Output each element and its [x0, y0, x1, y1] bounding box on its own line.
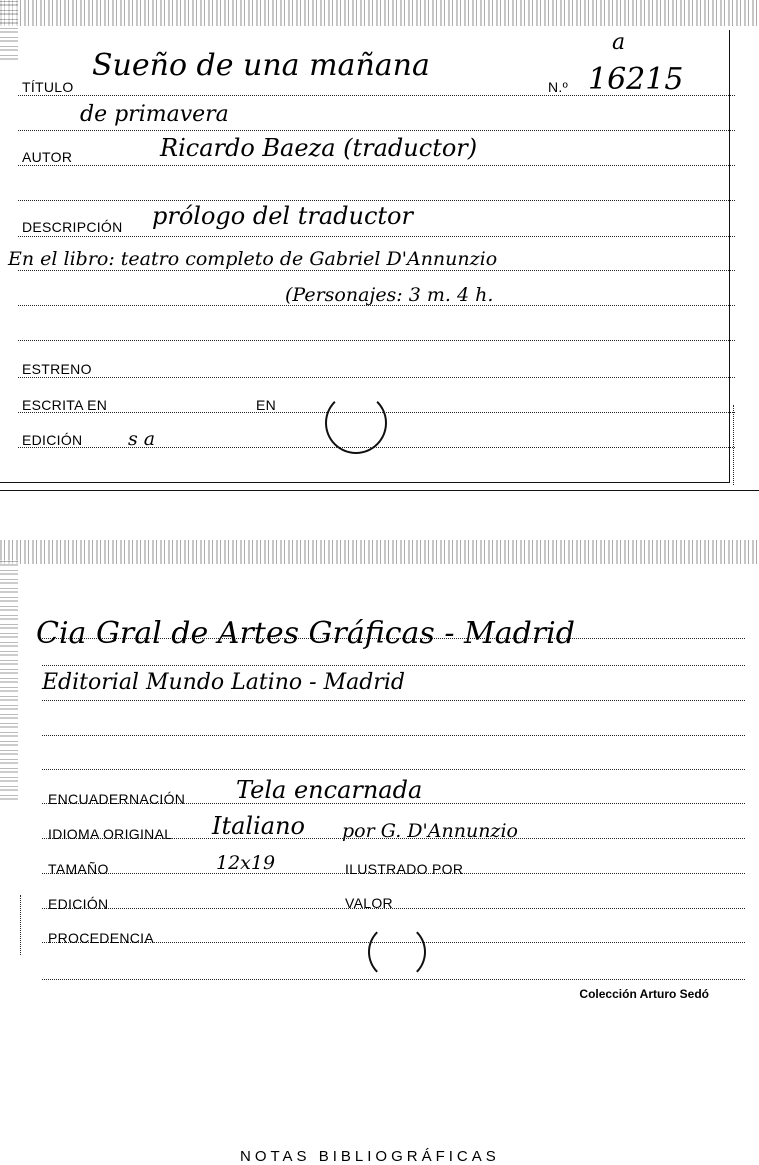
stamp-mark: [368, 923, 426, 981]
tamano-value: 12x19: [216, 852, 276, 874]
number-label: N.º: [548, 79, 569, 95]
catalog-card-back: [0, 540, 759, 1165]
descripcion-line2: En el libro: teatro completo de Gabriel D'Annunzio: [8, 248, 498, 270]
descripcion-label: DESCRIPCIÓN: [22, 219, 123, 235]
record-number: 16215: [588, 62, 684, 97]
collection-credit: Colección Arturo Sedó: [579, 987, 709, 1001]
en-label: EN: [256, 397, 277, 413]
dotted-rule: [18, 236, 735, 237]
dotted-rule: [18, 270, 735, 271]
edicion-label: EDICIÓN: [22, 432, 83, 448]
ilustrado-label: ILUSTRADO POR: [345, 861, 464, 877]
dotted-rule: [42, 769, 745, 770]
autor-label: AUTOR: [22, 149, 73, 165]
titulo-value: Sueño de una mañana: [92, 48, 430, 83]
margin-mark: [733, 405, 734, 485]
encuadernacion-label: ENCUADERNACIÓN: [48, 791, 186, 807]
encuadernacion-value: Tela encarnada: [236, 776, 423, 804]
procedencia-label: PROCEDENCIA: [48, 930, 154, 946]
idioma-value: Italiano: [212, 812, 305, 840]
stamp-mark: [325, 392, 387, 454]
note-line-2: Editorial Mundo Latino - Madrid: [42, 670, 405, 695]
dotted-rule: [42, 700, 745, 701]
dotted-rule: [18, 340, 735, 341]
dotted-rule: [18, 200, 735, 201]
dotted-rule: [42, 908, 745, 909]
record-number-suffix: a: [612, 30, 626, 55]
dotted-rule: [18, 130, 735, 131]
notas-heading: NOTAS BIBLIOGRÁFICAS: [240, 1148, 500, 1165]
dotted-rule: [18, 447, 735, 448]
dotted-rule: [42, 665, 745, 666]
note-line-1: Cia Gral de Artes Gráficas - Madrid: [36, 616, 575, 651]
torn-edge: [0, 0, 759, 26]
estreno-label: ESTRENO: [22, 361, 92, 377]
titulo-label: TÍTULO: [22, 79, 74, 95]
titulo-value-line2: de primavera: [80, 102, 229, 127]
dotted-rule: [42, 735, 745, 736]
autor-value: Ricardo Baeza (traductor): [160, 134, 478, 162]
tamano-label: TAMAÑO: [48, 861, 109, 877]
catalog-card-front: [0, 0, 759, 495]
torn-edge: [0, 540, 759, 564]
margin-mark: [20, 895, 21, 955]
edicion-value: s a: [128, 428, 156, 450]
torn-edge-left: [0, 560, 18, 800]
card-bottom-edge: [0, 490, 759, 491]
descripcion-line3: (Personajes: 3 m. 4 h.: [285, 284, 494, 306]
dotted-rule: [18, 165, 735, 166]
descripcion-value: prólogo del traductor: [152, 202, 413, 230]
idioma-por: por G. D'Annunzio: [342, 820, 518, 842]
valor-label: VALOR: [345, 895, 393, 911]
dotted-rule: [18, 377, 735, 378]
escrita-en-label: ESCRITA EN: [22, 397, 108, 413]
edicion2-label: EDICIÓN: [48, 896, 109, 912]
idioma-label: IDIOMA ORIGINAL: [48, 826, 173, 842]
